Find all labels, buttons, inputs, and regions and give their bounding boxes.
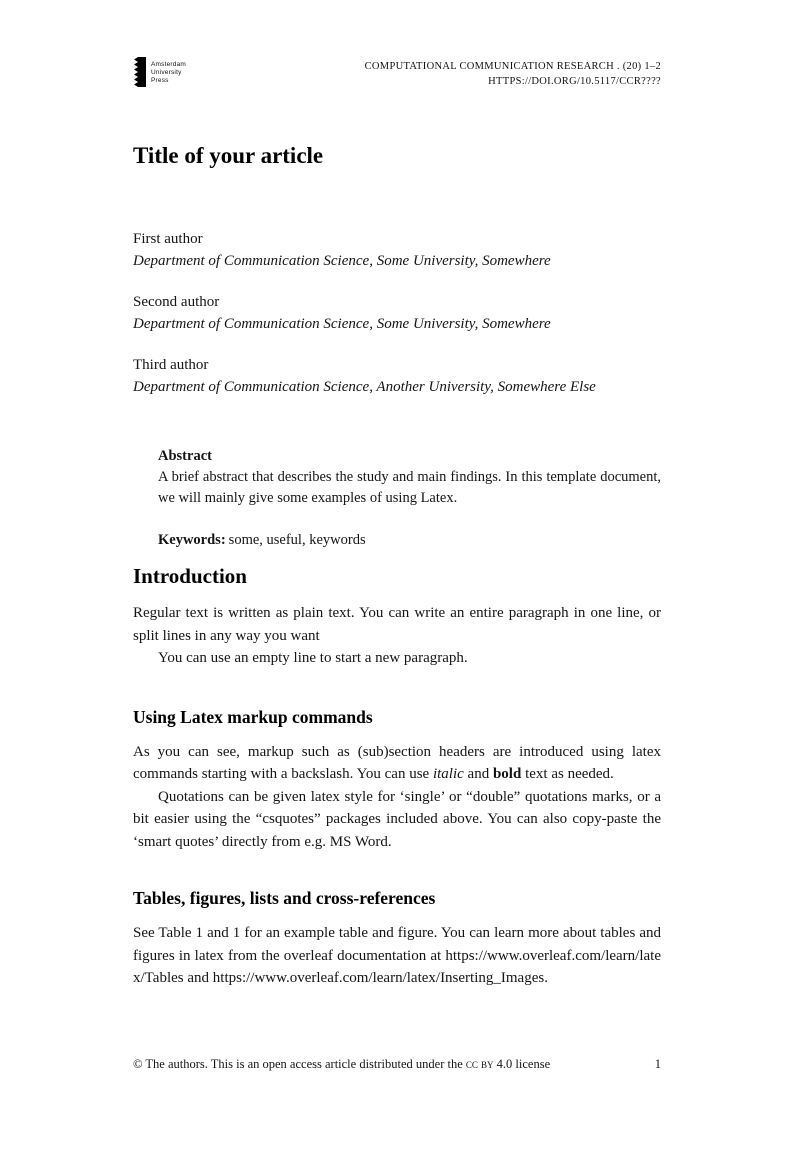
bold-example-text: bold — [492, 766, 522, 782]
aup-logo-mark-icon — [133, 57, 146, 87]
paragraph-text: . — [544, 970, 548, 986]
page-header — [133, 57, 661, 93]
author-list — [133, 228, 661, 398]
italic-example-text: italic — [432, 766, 464, 782]
author-affiliation: Department of Communication Science, Another University, Somewhere Else — [133, 379, 596, 395]
paragraph-text: and — [463, 766, 493, 782]
overleaf-tables-link[interactable]: https://www.overleaf.com/learn/latex/Tables — [133, 947, 661, 986]
paragraph-text: and — [183, 970, 213, 986]
license-name: cc by — [465, 1057, 494, 1071]
author-name: Second author — [133, 294, 220, 310]
copyright-line — [133, 1055, 550, 1073]
page-footer — [133, 1055, 661, 1073]
keywords-line — [158, 530, 661, 551]
abstract-label: Abstract — [158, 448, 212, 464]
section-heading-introduction: Introduction — [133, 564, 247, 588]
aup-logo-text-line: University — [151, 69, 182, 76]
journal-line: COMPUTATIONAL COMMUNICATION RESEARCH . (20) 1–2 — [364, 61, 661, 72]
paragraph: Quotations can be given latex style for ‘single’ or “double” quotations marks, or a bit easier using the “csquotes” packages included above. You can also copy-paste the ‘smart quotes’ directly from e.g. MS Word. — [133, 788, 661, 850]
article-title: Title of your article — [133, 143, 324, 168]
paragraph — [133, 922, 661, 990]
paragraph — [133, 741, 661, 786]
author-name: First author — [133, 231, 203, 247]
author-block — [133, 291, 661, 335]
author-block — [133, 354, 661, 398]
running-header — [365, 57, 661, 89]
doi-line: HTTPS://DOI.ORG/10.5117/CCR???? — [488, 76, 661, 87]
page-number: 1 — [654, 1057, 661, 1071]
author-name: Third author — [133, 357, 209, 373]
license-suffix: 4.0 license — [493, 1057, 551, 1071]
aup-logo-text-line: Press — [151, 77, 169, 84]
paragraph-text: text as needed. — [521, 766, 614, 782]
author-affiliation: Department of Communication Science, Some University, Somewhere — [133, 253, 551, 269]
aup-logo — [133, 57, 186, 87]
section-heading-latex-markup: Using Latex markup commands — [133, 706, 373, 727]
keywords-label: Keywords: — [158, 532, 226, 548]
author-block — [133, 228, 661, 272]
abstract-section — [133, 446, 661, 551]
section-heading-tables-figures: Tables, figures, lists and cross-references — [133, 888, 436, 908]
aup-logo-text — [151, 57, 186, 85]
aup-logo-text-line: Amsterdam — [151, 61, 187, 68]
abstract-text: A brief abstract that describes the study and main findings. In this template document, we will mainly give some examples of using Latex. — [158, 469, 661, 506]
overleaf-inserting-images-link[interactable]: https://www.overleaf.com/learn/latex/Inserting_Images — [212, 970, 545, 986]
author-affiliation: Department of Communication Science, Some University, Somewhere — [133, 316, 551, 332]
paragraph-text: See Table 1 and 1 for an example table and figure. You can learn more about tables and figures in latex from the overleaf documentation at — [133, 925, 661, 964]
keywords-text: some, useful, keywords — [228, 532, 366, 548]
copyright-text: © The authors. This is an open access article distributed under the — [133, 1057, 466, 1071]
page-content — [133, 0, 661, 990]
paragraph: Regular text is written as plain text. You can write an entire paragraph in one line, or split lines in any way you want — [133, 605, 661, 644]
paragraph-text: As you can see, markup such as (sub)section headers are introduced using latex commands starting with a backslash. You can use — [133, 743, 661, 782]
paragraph: You can use an empty line to start a new paragraph. — [158, 650, 468, 666]
